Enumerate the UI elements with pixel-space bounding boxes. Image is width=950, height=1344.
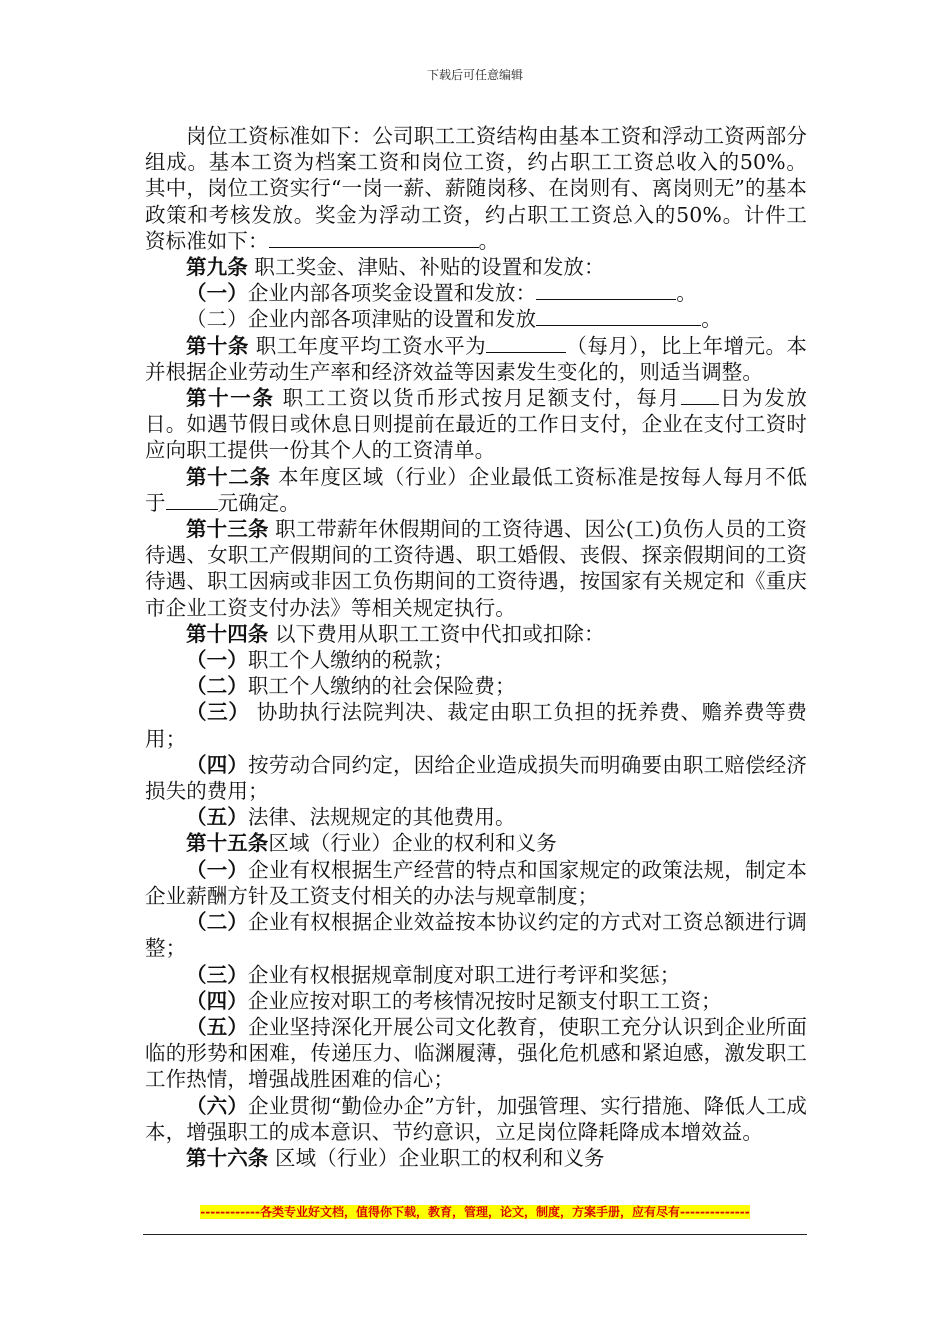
document-body	[145, 123, 807, 1171]
article-10: 第十条 职工年度平均工资水平为 （每月），比上年增元。本并根据企业劳动生产率和经济效益等因素发生变化的，则适当调整。	[145, 333, 808, 384]
page-header: 下载后可任意编辑	[426, 68, 523, 82]
article-12: 第十二条 本年度区域（行业）企业最低工资标准是按每人每月不低于 元确定。	[145, 464, 807, 515]
article-15-item-3: （三）企业有权根据规章制度对职工进行考评和奖惩；	[186, 962, 681, 987]
article-9-item-2: （二）企业内部各项津贴的设置和发放 。	[186, 307, 722, 332]
wage-standard-paragraph: 岗位工资标准如下：公司职工工资结构由基本工资和浮动工资两部分组成。基本工资为档案工资和岗位工资，约占职工工资总收入的50%。其中，岗位工资实行“一岗一薪、薪随岗移、在岗则有、离岗则无”的基本政策和考核发放。奖金为浮动工资，约占职工工资总入的50%。计件工资标准如下： 。	[145, 124, 807, 253]
fill-blank	[536, 281, 676, 300]
article-14-item-4: （四）按劳动合同约定，因给企业造成损失而明确要由职工赔偿经济损失的费用；	[145, 752, 807, 804]
article-15-item-1: （一）企业有权根据生产经营的特点和国家规定的政策法规，制定本企业薪酬方针及工资支付相关的办法与规章制度；	[145, 857, 807, 908]
article-number: 第九条	[186, 255, 248, 280]
article-15-item-2: （二）企业有权根据企业效益按本协议约定的方式对工资总额进行调整；	[145, 910, 807, 961]
article-11: 第十一条 职工工资以货币形式按月足额支付，每月 日为发放日。如遇节假日或休息日则提前在最近的工作日支付，企业在支付工资时应向职工提供一份其个人的工资清单。	[145, 386, 808, 463]
fill-blank	[269, 229, 479, 248]
footer-promo-banner: ------------各类专业好文档，值得你下载，教育，管理，论文，制度，方案手册，应有尽有--------------	[200, 1205, 750, 1219]
article-14: 第十四条 以下费用从职工工资中代扣或扣除：	[186, 621, 605, 646]
article-15-item-6: （六）企业贯彻“勤俭办企”方针，加强管理、实行措施、降低人工成本，增强职工的成本意识、节约意识，立足岗位降耗降成本增效益。	[145, 1093, 807, 1144]
article-15: 第十五条区域（行业）企业的权利和义务	[186, 831, 557, 856]
article-14-item-2: （二）职工个人缴纳的社会保险费；	[186, 674, 516, 699]
fill-blank	[536, 307, 701, 326]
article-9: 第九条 职工奖金、津贴、补贴的设置和发放：	[186, 255, 605, 280]
article-9-item-1: （一）企业内部各项奖金设置和发放： 。	[186, 281, 697, 306]
article-14-item-5: （五）法律、法规规定的其他费用。	[186, 805, 516, 830]
article-13: 第十三条 职工带薪年休假期间的工资待遇、因公(工)负伤人员的工资待遇、女职工产假期间的工资待遇、职工婚假、丧假、探亲假期间的工资待遇、职工因病或非因工负伤期间的工资待遇，按国家有关规定和《重庆市企业工资支付办法》等相关规定执行。	[145, 517, 808, 620]
article-14-item-1: （一）职工个人缴纳的税款；	[186, 648, 454, 673]
article-14-item-3: （三） 协助执行法院判决、裁定由职工负担的抚养费、赡养费等费用；	[145, 700, 807, 751]
footer-divider	[143, 1234, 807, 1235]
article-16: 第十六条 区域（行业）企业职工的权利和义务	[186, 1145, 605, 1170]
article-15-item-5: （五）企业坚持深化开展公司文化教育，使职工充分认识到企业所面临的形势和困难，传递压力、临渊履薄，强化危机感和紧迫感，激发职工工作热情，增强战胜困难的信心；	[145, 1014, 807, 1092]
fill-blank	[486, 334, 566, 353]
article-15-item-4: （四）企业应按对职工的考核情况按时足额支付职工工资；	[186, 988, 722, 1013]
fill-blank	[166, 491, 218, 510]
fill-blank	[681, 386, 719, 405]
